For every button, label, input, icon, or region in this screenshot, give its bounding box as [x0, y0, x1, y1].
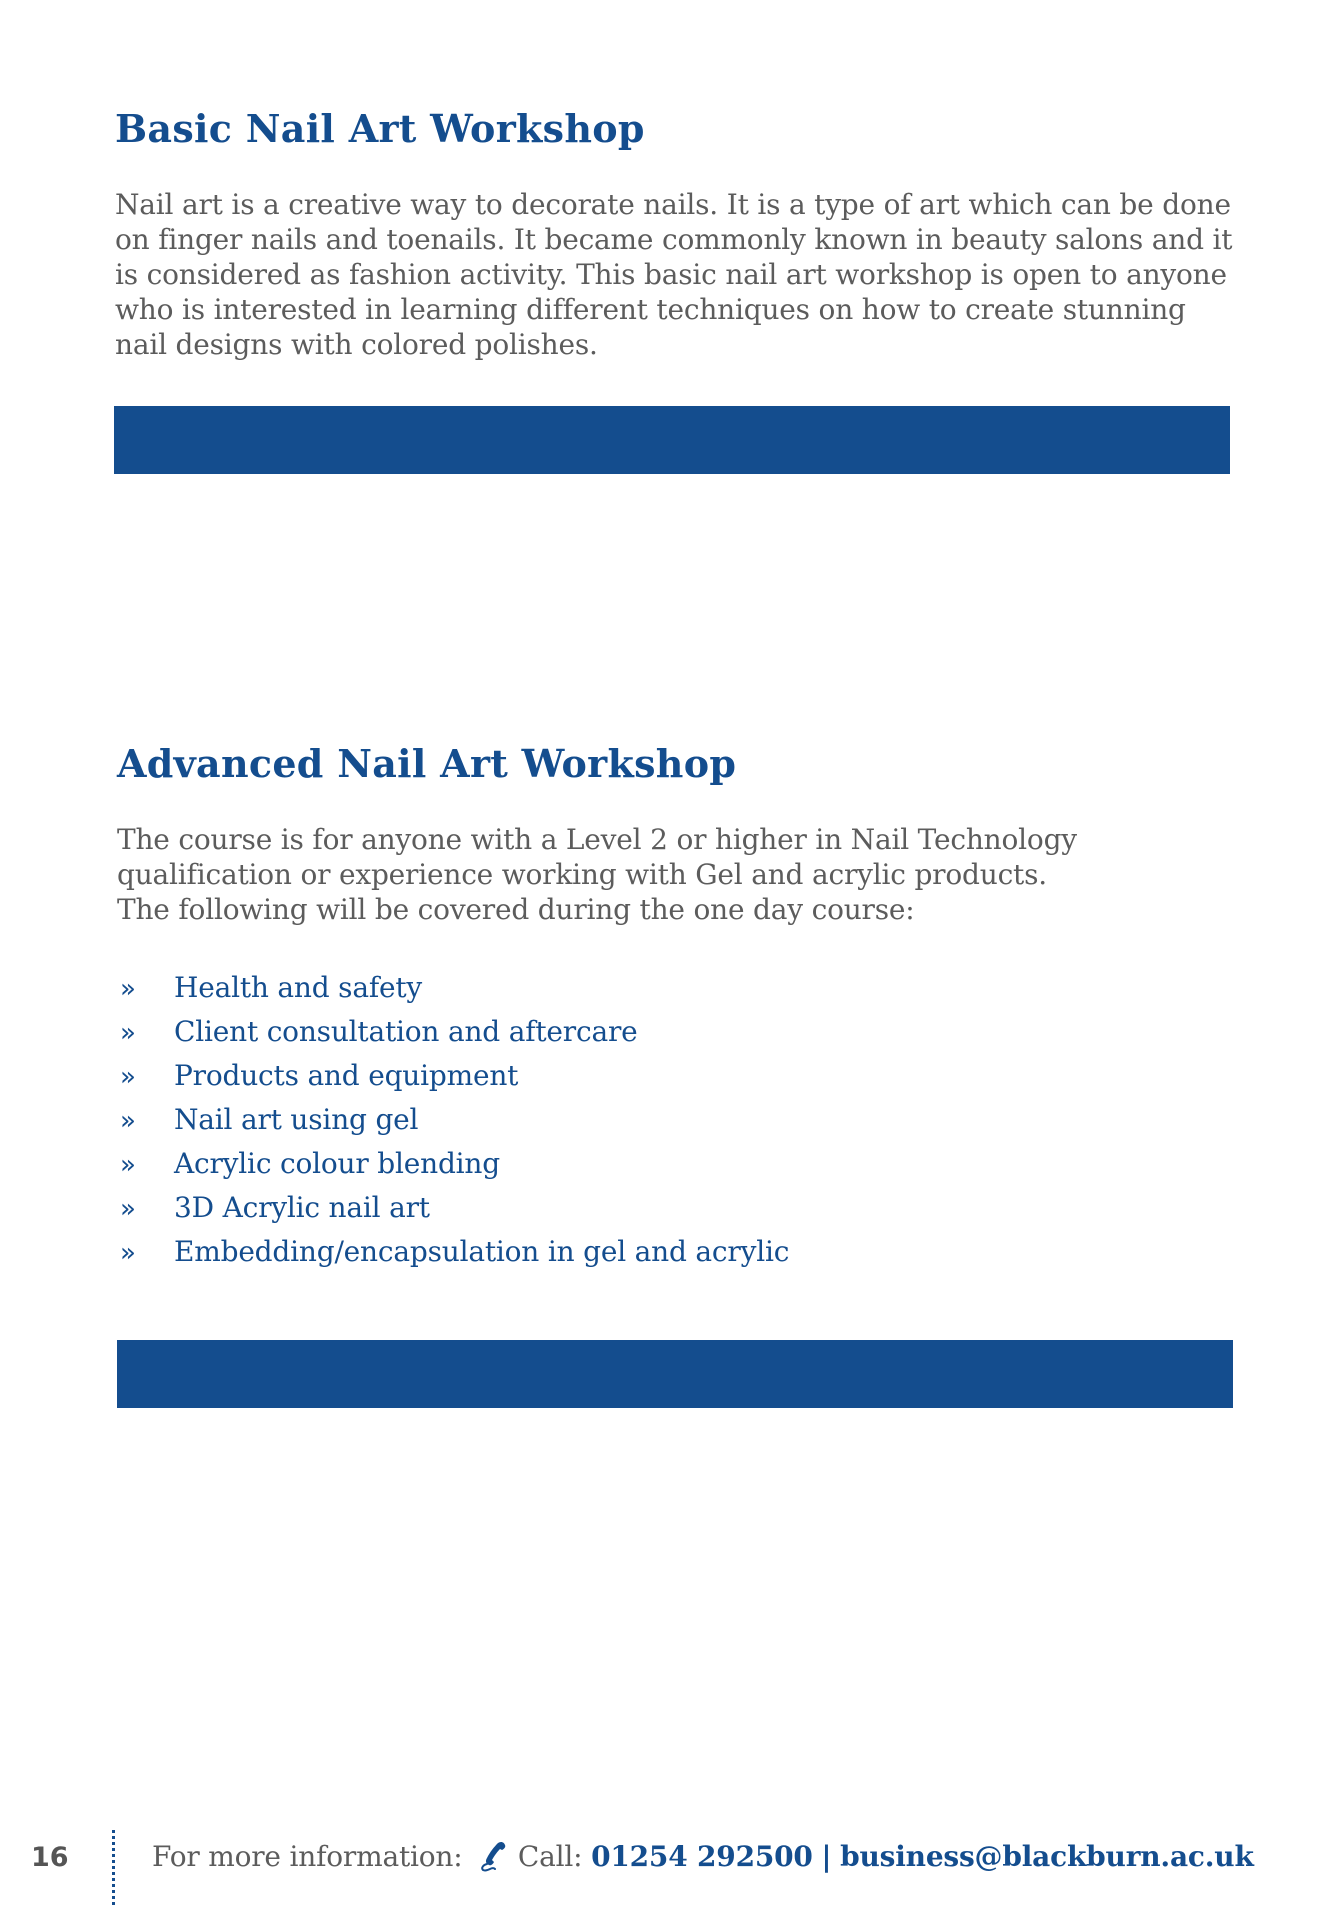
basic-workshop-description: [115, 187, 1250, 362]
chevron-bullet-icon: »: [120, 974, 136, 1004]
footer-divider: [112, 1830, 115, 1905]
advanced-workshop-title: Advanced Nail Art Workshop: [117, 741, 737, 786]
topic-label: Health and safety: [174, 971, 423, 1004]
list-item: [116, 1054, 789, 1098]
chevron-bullet-icon: »: [120, 1238, 136, 1268]
topic-label: Client consultation and aftercare: [174, 1015, 638, 1048]
description-line: The course is for anyone with a Level 2 or higher in Nail Technology: [117, 823, 1077, 856]
topic-label: 3D Acrylic nail art: [174, 1191, 430, 1224]
advanced-workshop-cost-banner: [117, 1340, 1233, 1457]
description-line: The following will be covered during the one day course:: [117, 893, 915, 926]
chevron-bullet-icon: »: [120, 1106, 136, 1136]
email-link[interactable]: business@blackburn.ac.uk: [840, 1840, 1254, 1873]
basic-workshop-cost-text: Cost: £40 per person | 1 day: [203, 492, 638, 523]
list-item: [116, 1098, 789, 1142]
page-footer: [0, 1830, 1343, 1905]
description-line: is considered as fashion activity. This basic nail art workshop is open to anyone: [115, 258, 1227, 291]
advanced-workshop-description: [117, 822, 1252, 927]
chevron-bullet-icon: »: [120, 1062, 136, 1092]
contact-separator: |: [821, 1840, 832, 1873]
chevron-bullet-icon: »: [120, 1150, 136, 1180]
description-line: nail designs with colored polishes.: [115, 328, 598, 361]
call-label: Call:: [517, 1840, 583, 1873]
list-item: [116, 1142, 789, 1186]
topic-label: Acrylic colour blending: [174, 1147, 500, 1180]
page-number: 16: [31, 1842, 69, 1873]
phone-number-link[interactable]: 01254 292500: [591, 1840, 813, 1873]
chevron-bullet-icon: »: [120, 1194, 136, 1224]
list-item: [116, 1010, 789, 1054]
contact-info: [152, 1840, 1254, 1873]
description-line: who is interested in learning different techniques on how to create stunning: [115, 293, 1186, 326]
description-line: on finger nails and toenails. It became commonly known in beauty salons and it: [115, 223, 1233, 256]
basic-workshop-title: Basic Nail Art Workshop: [115, 106, 645, 151]
phone-icon: [477, 1840, 507, 1872]
topic-label: Nail art using gel: [174, 1103, 419, 1136]
info-label: For more information:: [152, 1840, 463, 1873]
topic-label: Products and equipment: [174, 1059, 519, 1092]
course-topics-list: [116, 966, 789, 1274]
description-line: qualification or experience working with Gel and acrylic products.: [117, 858, 1047, 891]
list-item: [116, 1230, 789, 1274]
topic-label: Embedding/encapsulation in gel and acrylic: [174, 1235, 790, 1268]
description-line: Nail art is a creative way to decorate nails. It is a type of art which can be done: [115, 188, 1231, 221]
chevron-bullet-icon: »: [120, 1018, 136, 1048]
list-item: [116, 966, 789, 1010]
advanced-workshop-cost-text: Cost: £45 per person | 1 day: [206, 1426, 650, 1457]
basic-workshop-cost-banner: [114, 406, 1230, 523]
list-item: [116, 1186, 789, 1230]
